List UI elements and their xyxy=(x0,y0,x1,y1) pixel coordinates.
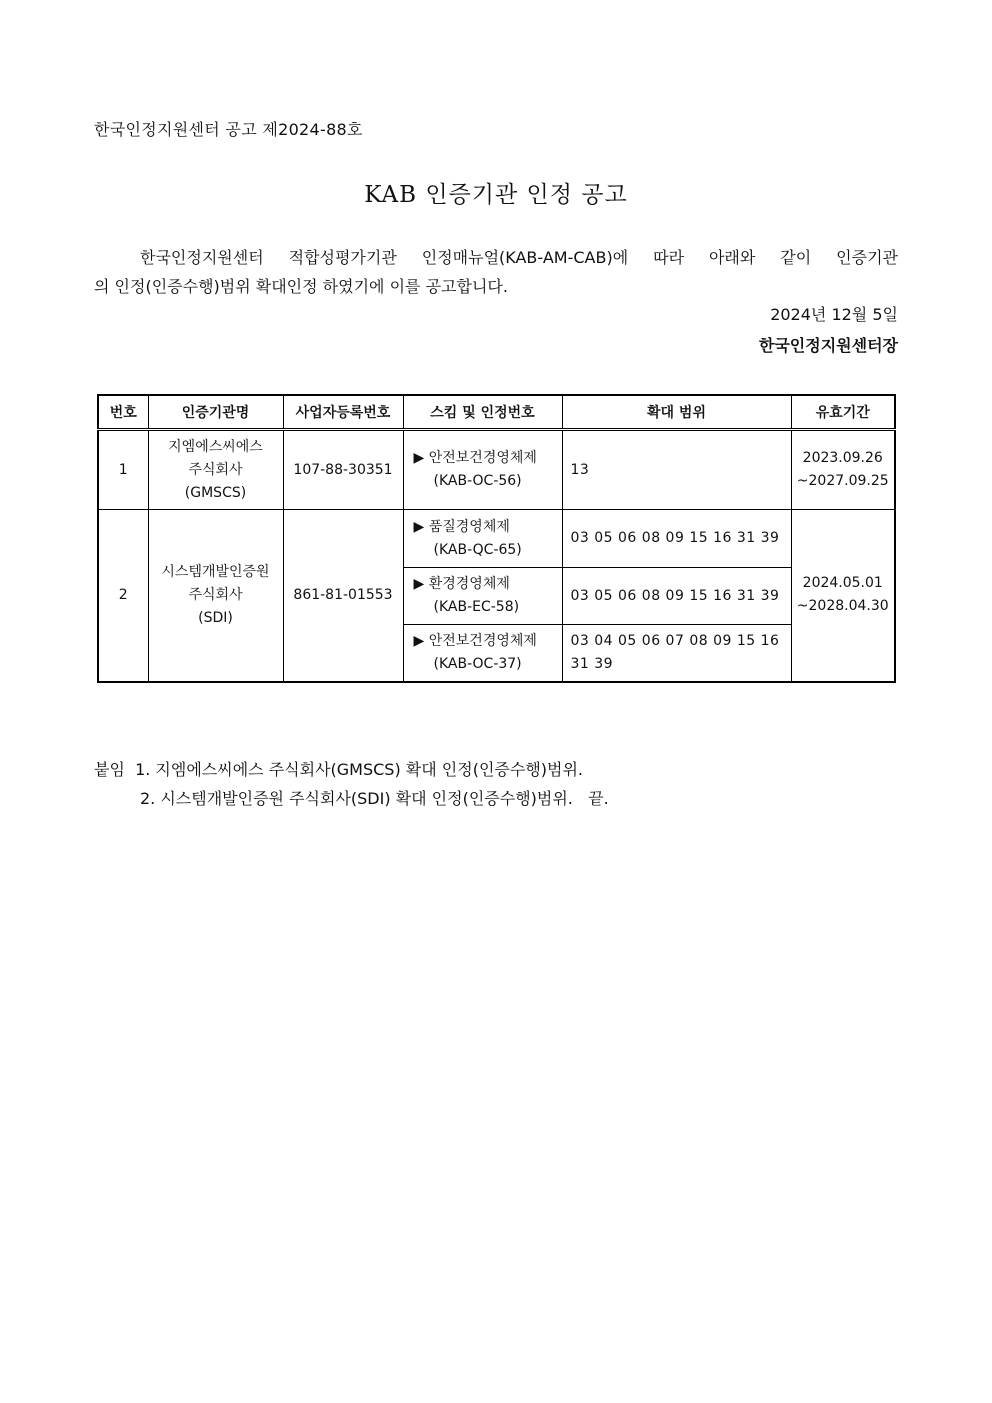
body-line-2: 의 인정(인증수행)범위 확대인정 하였기에 이를 공고합니다. xyxy=(94,277,508,296)
scheme-code: (KAB-OC-37) xyxy=(433,655,522,672)
body-line-1: 한국인정지원센터 적합성평가기관 인정매뉴얼(KAB-AM-CAB)에 따라 아래와 같이 인증기관 xyxy=(140,248,898,267)
scheme-code: (KAB-QC-65) xyxy=(433,541,522,558)
header-biz-no: 사업자등록번호 xyxy=(283,395,403,430)
scheme-cell xyxy=(403,568,562,625)
scheme-cell xyxy=(403,430,562,510)
certification-table xyxy=(97,394,896,683)
header-scope: 확대 범위 xyxy=(562,395,791,430)
attachment-line-1: 붙임 1. 지엠에스씨에스 주식회사(GMSCS) 확대 인정(인증수행)범위. xyxy=(94,760,584,779)
validity-end: ~2028.04.30 xyxy=(796,598,889,615)
issuer-name: 한국인정지원센터장 xyxy=(758,336,898,355)
biz-reg-no: 107-88-30351 xyxy=(283,430,403,510)
org-name-line: 지엠에스씨에스 xyxy=(168,438,263,455)
row-no: 1 xyxy=(98,430,148,510)
org-name xyxy=(148,430,283,510)
scheme-code: (KAB-EC-58) xyxy=(433,599,520,615)
validity-end: ~2027.09.25 xyxy=(796,473,889,489)
header-no: 번호 xyxy=(98,395,148,430)
scheme-name: ▶ 안전보건경영체제 xyxy=(413,450,537,466)
validity-start: 2024.05.01 xyxy=(802,575,883,592)
table-header-row xyxy=(98,395,895,430)
scheme-name: ▶ 안전보건경영체제 xyxy=(413,632,537,649)
scope-cell: 03 04 05 06 07 08 09 15 16 31 39 xyxy=(562,625,791,682)
biz-reg-no: 861-81-01553 xyxy=(283,510,403,682)
scheme-name: ▶ 품질경영체제 xyxy=(413,518,510,535)
validity-start: 2023.09.26 xyxy=(802,450,883,466)
scheme-name: ▶ 환경경영체제 xyxy=(413,576,510,592)
org-name-line: 주식회사 xyxy=(188,586,243,603)
scope-cell: 03 05 06 08 09 15 16 31 39 xyxy=(562,568,791,625)
scheme-cell xyxy=(403,625,562,682)
row-no: 2 xyxy=(98,510,148,682)
header-org: 인증기관명 xyxy=(148,395,283,430)
org-name-line: (SDI) xyxy=(198,609,233,626)
org-name-line: (GMSCS) xyxy=(184,484,247,501)
table-row xyxy=(98,430,895,510)
attachments xyxy=(94,755,609,813)
validity-cell xyxy=(791,510,895,682)
header-scheme: 스킴 및 인정번호 xyxy=(403,395,562,430)
notice-date: 2024년 12월 5일 xyxy=(770,305,898,324)
scheme-cell xyxy=(403,510,562,568)
org-name-line: 시스템개발인증원 xyxy=(161,563,270,580)
org-name-line: 주식회사 xyxy=(188,461,243,478)
table-row xyxy=(98,510,895,568)
org-name xyxy=(148,510,283,682)
attachment-line-2: 2. 시스템개발인증원 주식회사(SDI) 확대 인정(인증수행)범위. 끝. xyxy=(140,789,609,808)
validity-cell xyxy=(791,430,895,510)
document-title: KAB 인증기관 인정 공고 xyxy=(364,182,628,208)
scope-cell: 03 05 06 08 09 15 16 31 39 xyxy=(562,510,791,568)
header-validity: 유효기간 xyxy=(791,395,895,430)
scope-cell: 13 xyxy=(562,430,791,510)
scheme-code: (KAB-OC-56) xyxy=(433,473,522,489)
body-paragraph xyxy=(94,243,898,301)
notice-number: 한국인정지원센터 공고 제2024-88호 xyxy=(94,120,363,139)
